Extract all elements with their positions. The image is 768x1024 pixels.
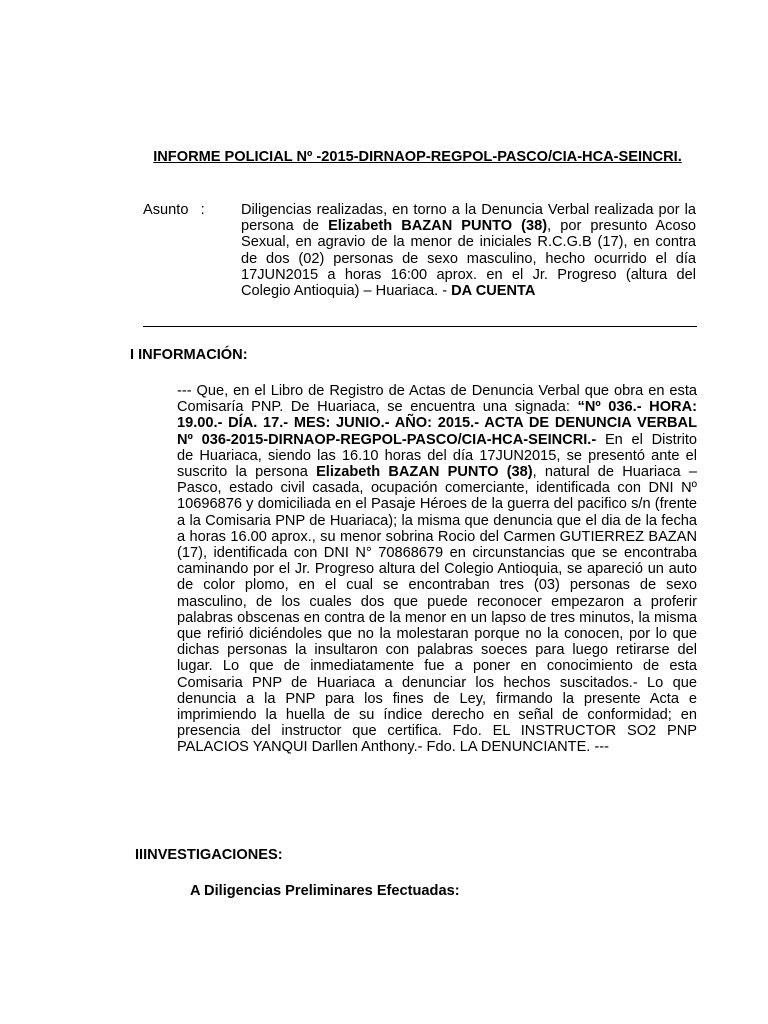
paragraph-text: --- Que, en el Libro de Registro de Actas de Denuncia Verbal que obra en esta Comisaría PNP. De Huariaca, se encuentra una signada:: [177, 383, 697, 416]
paragraph-text: , natural de Huariaca – Pasco, estado civil casada, ocupación comerciante, identificada con DNI Nº 10696876 y domiciliada en el Pasaje Héroes de la guerra del pacifico s/n (frente a la Comisaria PNP de Huariaca); la misma que denuncia que el dia de la fecha a horas 16.00 aprox., su menor sobrina Rocio del Carmen GUTIERREZ BAZAN (17), identificada con DNI N° 70868679 en circunstancias que se encontraba caminando por el Jr. Progreso altura del Colegio Antioquia, se apareció un auto de color plomo, en el cual se encontraban tres (03) personas de sexo masculino, de los cuales dos que puede reconocer empezaron a proferir palabras obscenas en contra de la menor en un lapso de tres minutos, la misma que refirió diciéndoles que no la molestaran porque no la conocen, por lo que dichas personas la insultaron con palabras soeces para luego retirarse del lugar. Lo que de inmediatamente fue a poner en conocimiento de esta Comisaria PNP de Huariaca a denunciar los hechos suscitados.- Lo que denuncia a la PNP para los fines de Ley, firmando la presente Acta e imprimiendo la huella de su índice derecho en señal de conformidad; en presencia del instructor que certifica. Fdo. EL INSTRUCTOR SO2 PNP PALACIOS YANQUI Darllen Anthony.- Fdo. LA DENUNCIANTE. ---: [177, 464, 697, 756]
horizontal-divider: [143, 326, 697, 327]
section-heading-investigaciones: IIINVESTIGACIONES:: [135, 847, 283, 863]
informacion-paragraph: [177, 383, 697, 756]
asunto-text-part: , por presunto Acoso Sexual, en agravio de la menor de iniciales R.C.G.B (17), en contra de dos (02) personas de sexo masculino, hecho ocurrido el día 17JUN2015 a horas 16:00 aprox. en el Jr. Progreso (altura del Colegio Antioquia) – Huariaca. -: [241, 218, 696, 300]
asunto-text: [241, 202, 696, 299]
asunto-label: Asunto :: [143, 202, 205, 218]
subsection-heading-diligencias: A Diligencias Preliminares Efectuadas:: [190, 883, 460, 899]
document-title: INFORME POLICIAL Nº -2015-DIRNAOP-REGPOL-PASCO/CIA-HCA-SEINCRI.: [153, 149, 682, 165]
complainant-name: Elizabeth BAZAN PUNTO (38): [316, 464, 533, 481]
complainant-name: Elizabeth BAZAN PUNTO (38): [328, 218, 548, 235]
asunto-text-part: Diligencias realizadas, en torno a la Denuncia Verbal realizada por la persona de: [241, 202, 696, 235]
acta-reference: “Nº 036.- HORA: 19.00.- DÍA. 17.- MES: JUNIO.- AÑO: 2015.- ACTA DE DENUNCIA VERBAL Nº 036-2015-DIRNAOP-REGPOL-PASCO/CIA-HCA-SEINCRI.-: [177, 399, 697, 448]
paragraph-text: En el Distrito de Huariaca, siendo las 16.10 horas del día 17JUN2015, se presentó ante el suscrito la persona: [177, 431, 698, 481]
section-heading-informacion: I INFORMACIÓN:: [130, 347, 248, 363]
da-cuenta: DA CUENTA: [451, 283, 536, 300]
